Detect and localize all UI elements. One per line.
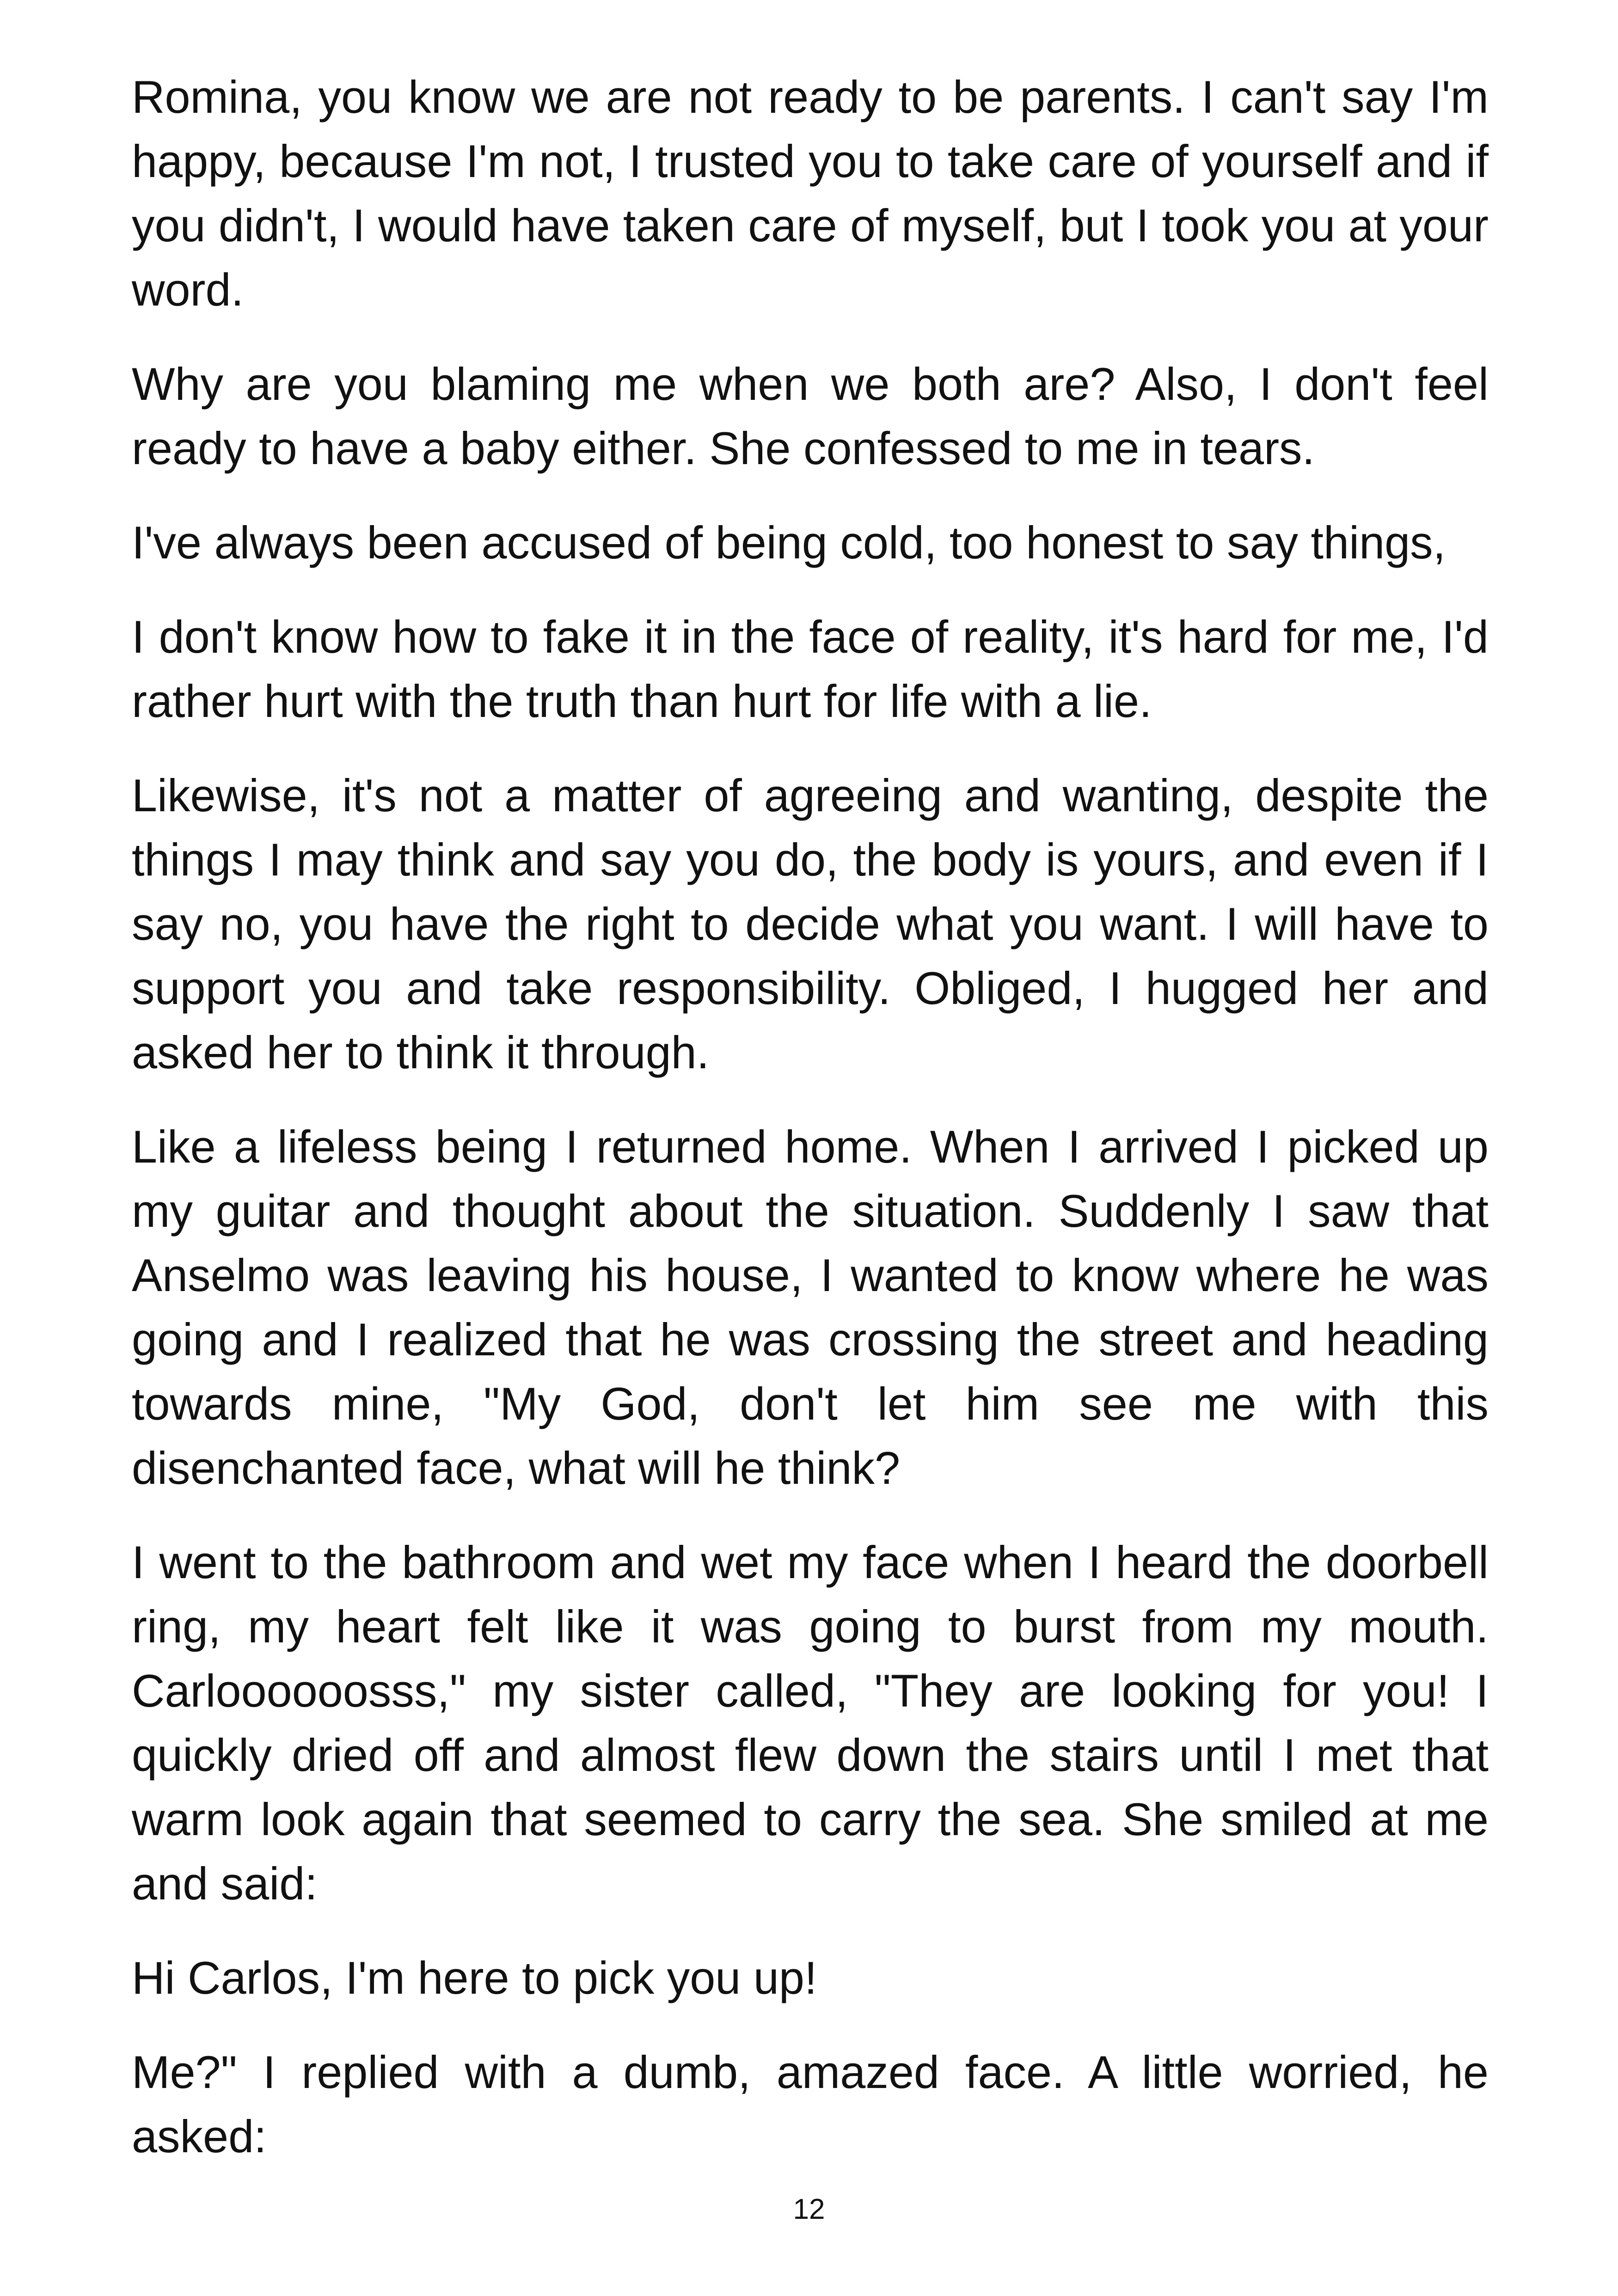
page-number: 12 — [793, 2193, 825, 2225]
paragraph: Likewise, it's not a matter of agreeing and wanting, despite the things I may think and say you do, the body is yours, and even if I say no, you have the right to decide what you want. I will have to support you and take responsibility. Obliged, I hugged her and asked her to think it through. — [132, 770, 1489, 1078]
paragraph: I've always been accused of being cold, too honest to say things, — [132, 517, 1446, 568]
paragraph: I don't know how to fake it in the face of reality, it's hard for me, I'd rather hurt with the truth than hurt for life with a lie. — [132, 611, 1489, 727]
body-text — [132, 65, 1489, 2198]
paragraph: Why are you blaming me when we both are? Also, I don't feel ready to have a baby either. She confessed to me in tears. — [132, 358, 1489, 474]
paragraph: Like a lifeless being I returned home. When I arrived I picked up my guitar and thought about the situation. Suddenly I saw that Anselmo was leaving his house, I wanted to know where he was going and I realized that he was crossing the street and heading towards mine, "My God, don't let him see me with this disenchanted face, what will he think? — [132, 1121, 1489, 1494]
paragraph: I went to the bathroom and wet my face when I heard the doorbell ring, my heart felt like it was going to burst from my mouth. Carloooooosss," my sister called, "They are looking for you! I quickly dried off and almost flew down the stairs until I met that warm look again that seemed to carry the sea. She smiled at me and said: — [132, 1537, 1489, 1909]
paragraph: Romina, you know we are not ready to be parents. I can't say I'm happy, because I'm not, I trusted you to take care of yourself and if you didn't, I would have taken care of myself, but I took you at your word. — [132, 71, 1489, 315]
paragraph: Me?" I replied with a dumb, amazed face. A little worried, he asked: — [132, 2046, 1489, 2162]
paragraph: Hi Carlos, I'm here to pick you up! — [132, 1952, 817, 2003]
